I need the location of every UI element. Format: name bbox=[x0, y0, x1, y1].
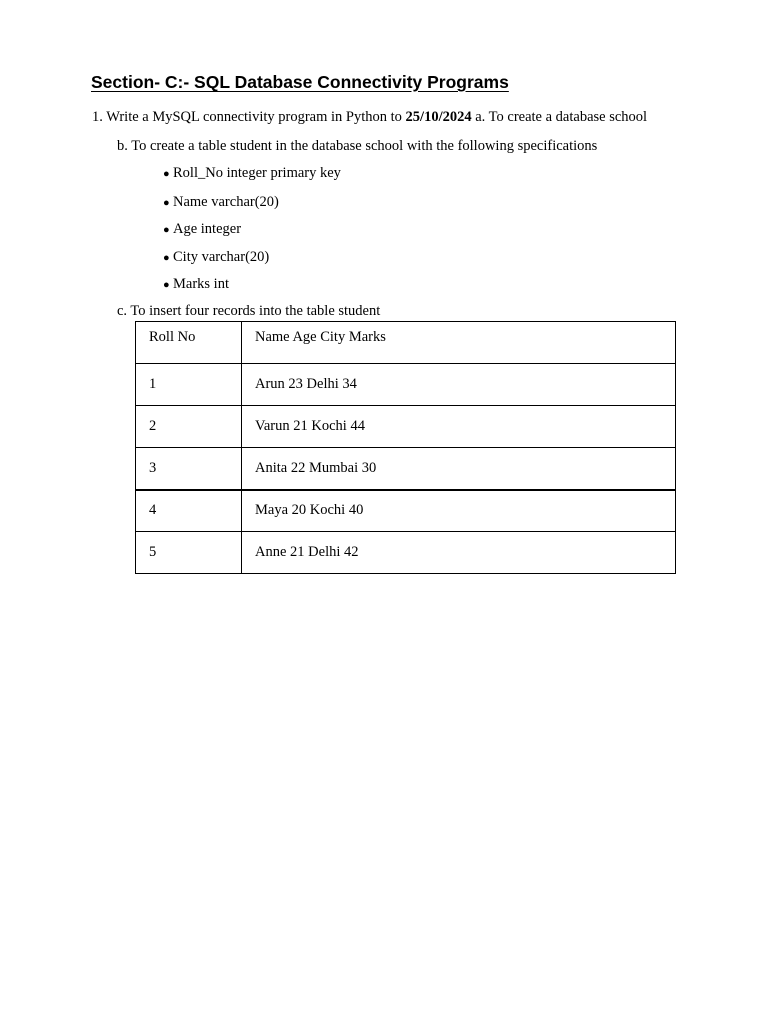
question-1-date: 25/10/2024 bbox=[405, 109, 472, 125]
spec-item bbox=[163, 276, 229, 293]
spec-text: Age integer bbox=[173, 221, 242, 237]
cell-details: Anne 21 Delhi 42 bbox=[242, 532, 676, 574]
cell-details: Arun 23 Delhi 34 bbox=[242, 364, 676, 406]
question-1-suffix: a. To create a database school bbox=[471, 109, 648, 125]
cell-roll-no: 5 bbox=[136, 532, 242, 574]
cell-details: Maya 20 Kochi 40 bbox=[242, 490, 676, 532]
table-row bbox=[136, 532, 676, 574]
bullet-icon: ● bbox=[163, 279, 170, 291]
bullet-icon: ● bbox=[163, 252, 170, 264]
spec-text: Name varchar(20) bbox=[173, 194, 279, 210]
spec-text: City varchar(20) bbox=[173, 249, 270, 265]
part-b-text: b. To create a table student in the database school with the following specifications bbox=[117, 138, 598, 154]
cell-roll-no: 2 bbox=[136, 406, 242, 448]
table-header-row bbox=[136, 322, 676, 364]
spec-item bbox=[163, 249, 269, 266]
spec-text: Marks int bbox=[173, 276, 229, 292]
bullet-icon: ● bbox=[163, 168, 170, 180]
bullet-icon: ● bbox=[163, 197, 170, 209]
cell-details: Anita 22 Mumbai 30 bbox=[242, 448, 676, 490]
cell-roll-no: 4 bbox=[136, 490, 242, 532]
spec-text: Roll_No integer primary key bbox=[173, 165, 341, 181]
spec-item bbox=[163, 165, 341, 182]
records-table bbox=[135, 321, 676, 574]
cell-details: Varun 21 Kochi 44 bbox=[242, 406, 676, 448]
section-heading: Section- C:- SQL Database Connectivity Programs bbox=[91, 72, 509, 92]
cell-roll-no: 3 bbox=[136, 448, 242, 490]
table-row bbox=[136, 490, 676, 532]
spec-item bbox=[163, 221, 241, 238]
table-row bbox=[136, 448, 676, 490]
table-row bbox=[136, 406, 676, 448]
bullet-icon: ● bbox=[163, 224, 170, 236]
header-cell-roll-no: Roll No bbox=[136, 322, 242, 364]
spec-item bbox=[163, 194, 279, 211]
header-cell-details: Name Age City Marks bbox=[242, 322, 676, 364]
table-row bbox=[136, 364, 676, 406]
question-1-prefix: 1. Write a MySQL connectivity program in Python to bbox=[92, 109, 406, 125]
cell-roll-no: 1 bbox=[136, 364, 242, 406]
question-1 bbox=[92, 109, 647, 126]
part-c-text: c. To insert four records into the table student bbox=[117, 303, 381, 319]
